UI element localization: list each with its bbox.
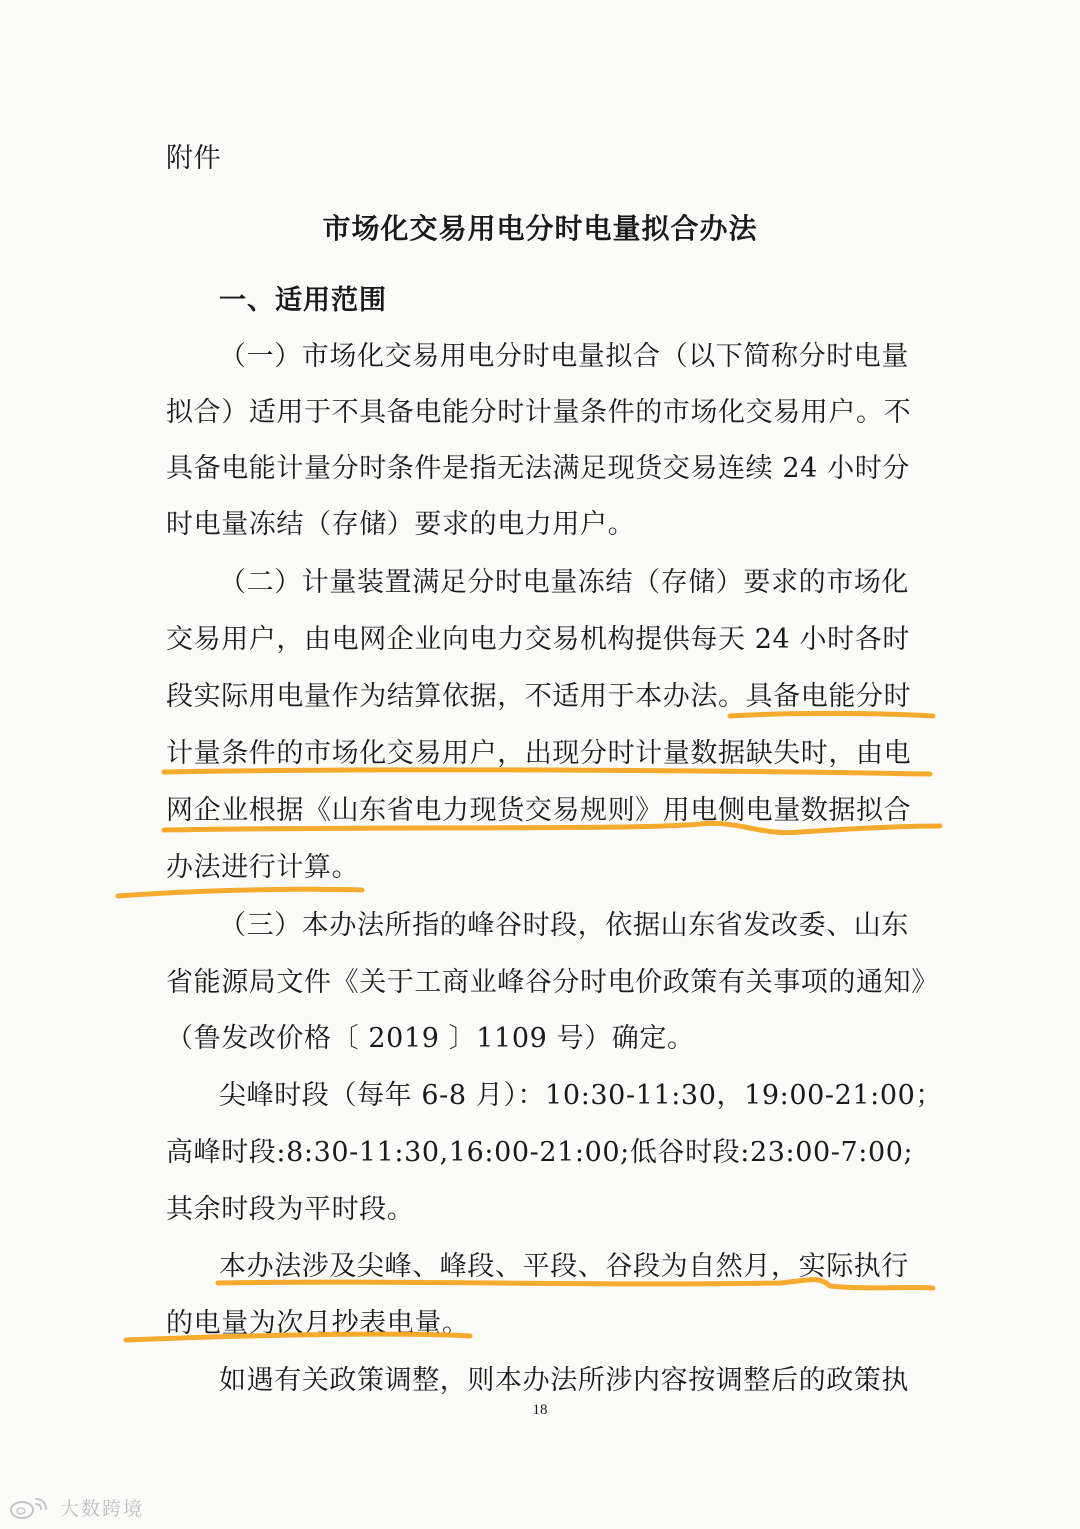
paragraph-line: 省能源局文件《关于工商业峰谷分时电价政策有关事项的通知》	[166, 967, 939, 998]
paragraph-line: 办法进行计算。	[166, 852, 360, 883]
underline-stroke	[118, 889, 362, 896]
paragraph-line: 时电量冻结（存储）要求的电力用户。	[166, 509, 636, 540]
paragraph-line: 计量条件的市场化交易用户，出现分时计量数据缺失时，由电	[166, 738, 912, 769]
paragraph-line: 网企业根据《山东省电力现货交易规则》用电侧电量数据拟合	[166, 795, 912, 826]
attachment-label: 附件	[166, 143, 222, 174]
section-heading: 一、适用范围	[219, 285, 387, 316]
page-number: 18	[532, 1402, 548, 1418]
paragraph-line: 的电量为次月抄表电量。	[166, 1308, 470, 1339]
paragraph-line: 其余时段为平时段。	[166, 1194, 415, 1225]
paragraph-line: 具备电能计量分时条件是指无法满足现货交易连续 24 小时分	[166, 453, 910, 484]
paragraph-line: （鲁发改价格〔 2019 〕1109 号）确定。	[166, 1023, 695, 1054]
paragraph-line: （二）计量装置满足分时电量冻结（存储）要求的市场化	[219, 567, 909, 598]
watermark	[8, 1492, 144, 1522]
weibo-logo-icon	[8, 1493, 52, 1521]
paragraph-line: 如遇有关政策调整，则本办法所涉内容按调整后的政策执	[219, 1365, 909, 1396]
paragraph-line: 段实际用电量作为结算依据，不适用于本办法。具备电能分时	[166, 681, 912, 712]
paragraph-line: 本办法涉及尖峰、峰段、平段、谷段为自然月，实际执行	[219, 1251, 909, 1282]
paragraph-line: 高峰时段:8:30-11:30,16:00-21:00;低谷时段:23:00-7:00;	[166, 1137, 914, 1168]
document-title: 市场化交易用电分时电量拟合办法	[322, 212, 758, 245]
paragraph-line: （三）本办法所指的峰谷时段，依据山东省发改委、山东	[219, 910, 909, 941]
paragraph-line: （一）市场化交易用电分时电量拟合（以下简称分时电量	[219, 341, 909, 372]
paragraph-line: 尖峰时段（每年 6-8 月）：10:30-11:30，19:00-21:00；	[219, 1080, 944, 1111]
paragraph-line: 拟合）适用于不具备电能分时计量条件的市场化交易用户。不	[166, 397, 912, 428]
watermark-text: 大数跨境	[60, 1497, 145, 1520]
paragraph-line: 交易用户，由电网企业向电力交易机构提供每天 24 小时各时	[166, 624, 910, 655]
